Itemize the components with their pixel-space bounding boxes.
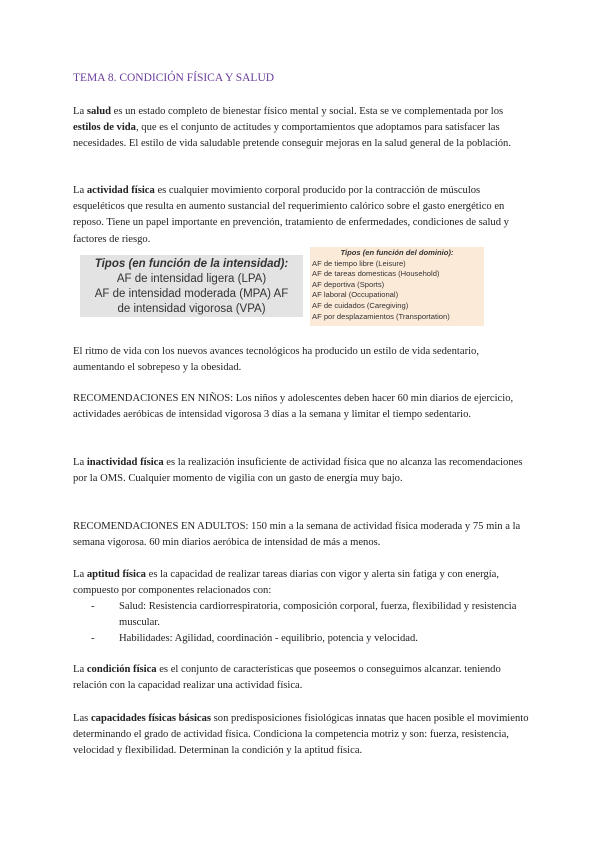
domain-type-line: AF de tiempo libre (Leisure) [312,258,406,268]
domain-type-line: AF por desplazamientos (Transportation) [312,311,450,321]
domain-types-box [310,247,484,326]
list-item: - Salud: Resistencia cardiorrespiratoria, composición corporal, fuerza, flexibilidad y resistencia muscular. [88,599,528,631]
intensity-type-line: AF de intensidad moderada (MPA) AF [94,288,289,300]
paragraph-inactividad-fisica: La inactividad física es la realización insuficiente de actividad física que no alcanza las recomendaciones por la OMS. Cualquier momento de vigilia con un gasto de energía muy bajo. [73,457,523,485]
page-title: TEMA 8. CONDICIÓN FÍSICA Y SALUD [73,72,275,84]
intensity-type-line: de intensidad vigorosa (VPA) [117,303,266,315]
domain-type-line: AF de tareas domesticas (Household) [312,269,440,279]
components-list [88,599,528,648]
paragraph-condicion-fisica: La condición física es el conjunto de características que poseemos o conseguimos alcanzar. teniendo relación con la capacidad realizar una actividad física. [73,664,501,692]
domain-type-line: AF laboral (Occupational) [312,290,399,300]
intensity-types-heading: Tipos (en función de la intensidad): [94,258,289,270]
domain-type-line: AF deportiva (Sports) [312,279,385,289]
paragraph-recomendaciones-ninos: RECOMENDACIONES EN NIÑOS: Los niños y adolescentes deben hacer 60 min diarios de ejercicio, actividades aeróbicas de intensidad vigorosa 3 días a la semana y limitar el tiempo sedentario. [73,393,514,421]
domain-type-line: AF de cuidados (Caregiving) [312,300,409,310]
domain-types-heading: Tipos (en función del dominio): [340,248,454,257]
list-item: - Habilidades: Agilidad, coordinación - equilibrio, potencia y velocidad. [88,631,528,647]
term-condicion-fisica: condición física [86,664,157,675]
intensity-type-line: AF de intensidad ligera (LPA) [116,273,267,285]
paragraph-capacidades-fisicas: Las capacidades físicas básicas son predisposiciones fisiológicas innatas que hacen posible el movimiento determinando el grado de actividad física. Condiciona la competencia motriz y son: fuerza, resistencia, velocidad y flexibilidad. Determinan la condición y la aptitud física. [73,713,529,757]
paragraph-aptitud-fisica: La aptitud física es la capacidad de realizar tareas diarias con vigor y alerta sin fatiga y con energía, compuesto por componentes relacionados con: [73,569,500,597]
paragraph-recomendaciones-adultos: RECOMENDACIONES EN ADULTOS: 150 min a la semana de actividad física moderada y 75 min a la semana vigorosa. 60 min diarios aeróbica de intensidad de más a menos. [73,521,521,549]
term-inactividad-fisica: inactividad física [86,457,164,468]
paragraph-salud: La salud es un estado completo de bienestar físico mental y social. Esta se ve complementada por los estilos de vida, que es el conjunto de actitudes y comportamientos que adoptamos para satisfacer las necesidades. El estilo de vida saludable pretende conseguir mejoras en la salud general de la población. [73,106,512,150]
term-aptitud-fisica: aptitud física [86,569,146,580]
term-salud: salud [86,106,111,117]
paragraph-ritmo-de-vida: El ritmo de vida con los nuevos avances tecnológicos ha producido un estilo de vida sedentario, aumentando el sobrepeso y la obesidad. [73,346,479,374]
term-capacidades-fisicas-basicas: capacidades físicas básicas [90,713,212,724]
intensity-types-box [80,255,303,317]
term-estilos-de-vida: estilos de vida [73,122,136,134]
term-actividad-fisica: actividad física [86,185,155,196]
paragraph-actividad-fisica: La actividad física es cualquier movimiento corporal producido por la contracción de músculos esqueléticos que resulta en aumento sustancial del requerimiento calórico sobre el gasto energético en reposo. Tiene un papel importante en prevención, tratamiento de enfermedades, condiciones de salud y factores de riesgo. [73,185,509,245]
